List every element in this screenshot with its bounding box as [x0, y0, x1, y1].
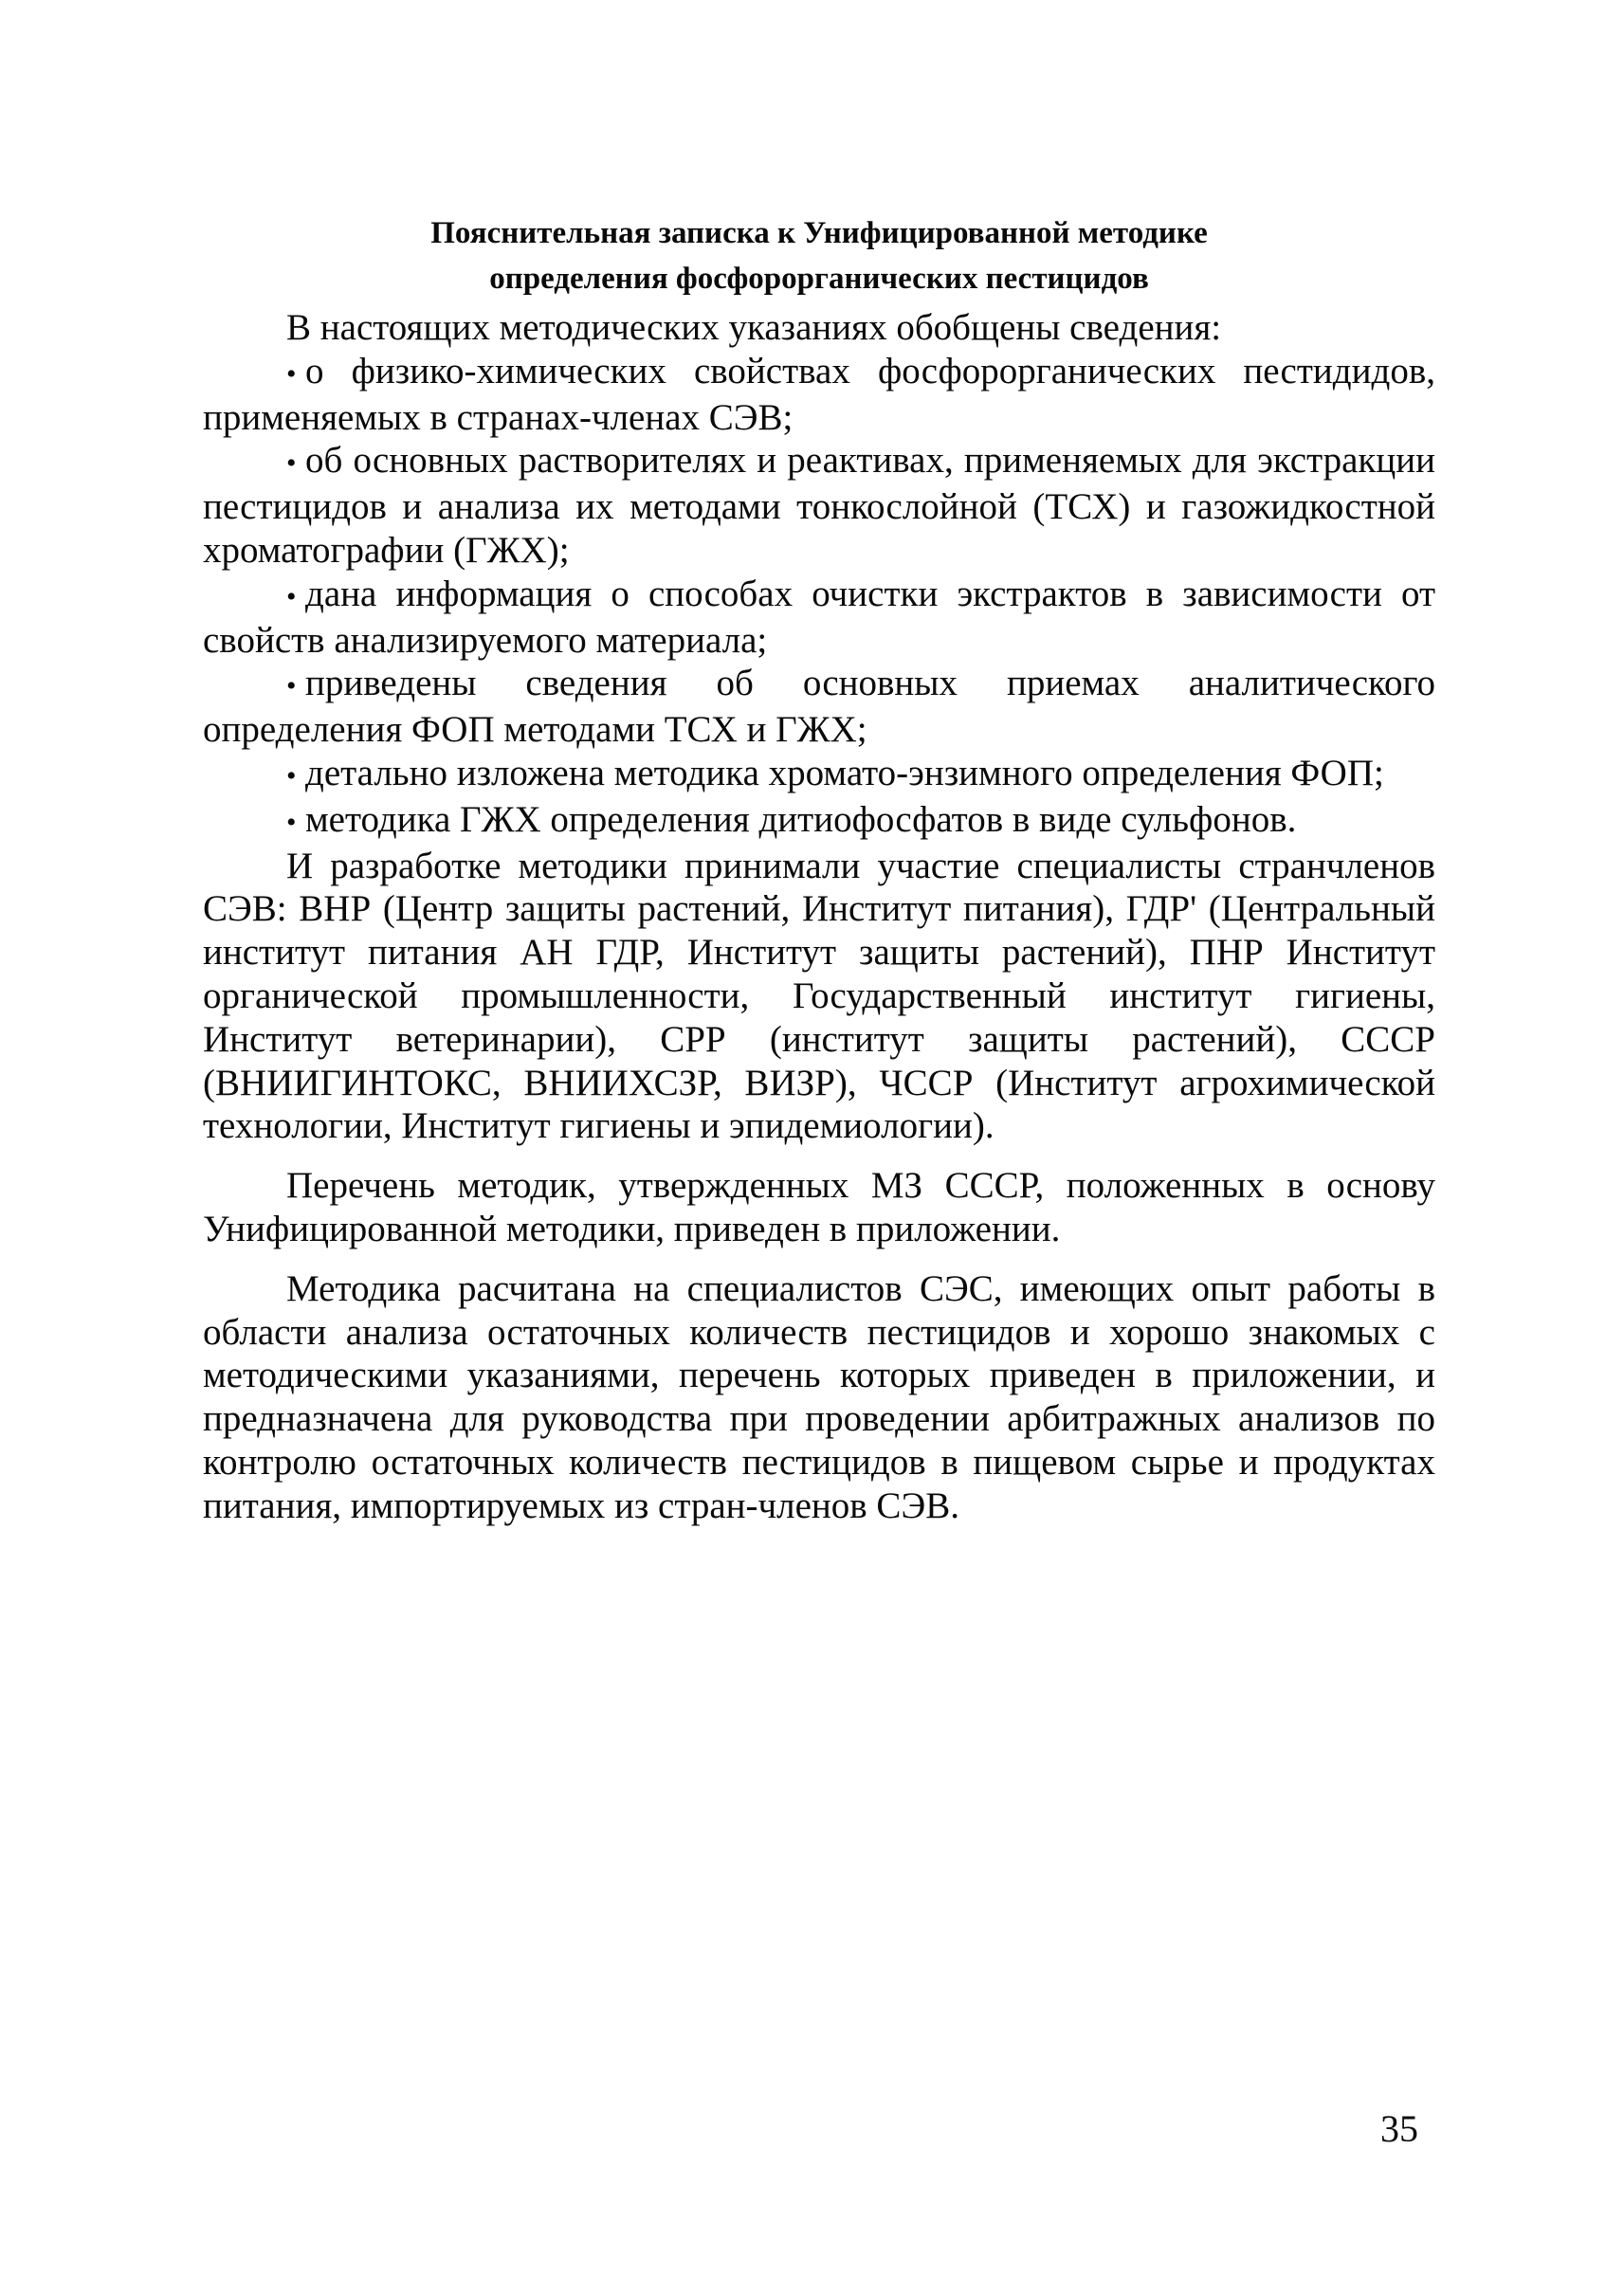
bullet-icon: •: [286, 759, 297, 792]
bullet-item: [203, 662, 1435, 752]
bullet-text: дана информация о способах очистки экстрактов в зависимости от свойств анализируемого материала;: [203, 573, 1435, 661]
bullet-text: методика ГЖХ определения дитиофосфатов в виде сульфонов.: [305, 798, 1297, 840]
title-line-1: Пояснительная записка к Унифицированной методике: [430, 216, 1208, 250]
bullet-icon: •: [286, 806, 297, 838]
bullet-icon: •: [286, 580, 297, 612]
bullet-item: [203, 439, 1435, 572]
paragraph-participants: И разработке методики принимали участие специалисты странчленов СЭВ: ВНР (Центр защиты растений, Институт питания), ГДР' (Центральный институт питания АН ГДР, Институт защиты растений), ПНР Институт органической промышленности, Государственный институт гигиены, Институт ветеринарии), СРР (институт защиты растений), СССР (ВНИИГИНТОКС, ВНИИХСЗР, ВИЗР), ЧССР (Институт агрохимической технологии, Институт гигиены и эпидемиологии).: [203, 845, 1435, 1147]
page-number: 35: [1380, 2107, 1418, 2150]
bullet-text: об основных растворителях и реактивах, применяемых для экстракции пестицидов и анализа их методами тонкослойной (ТСХ) и газожидкостной хроматографии (ГЖХ);: [203, 440, 1435, 571]
bullet-item: [203, 798, 1435, 845]
page-title: [203, 210, 1435, 301]
bullet-icon: •: [286, 670, 297, 702]
paragraph-purpose: Методика расчитана на специалистов СЭС, имеющих опыт работы в области анализа остаточных количеств пестицидов и хорошо знакомых с методическими указаниями, перечень которых приведен в приложении, и предназначена для руководства при проведении арбитражных анализов по контролю остаточных количеств пестицидов в пищевом сырье и продуктах питания, импортируемых из стран-членов СЭВ.: [203, 1267, 1435, 1526]
bullet-item: [203, 350, 1435, 440]
bullet-text: о физико-химических свойствах фосфорорганических пестидидов, применяемых в странах-членах СЭВ;: [203, 350, 1435, 438]
bullet-text: приведены сведения об основных приемах аналитического определения ФОП методами ТСХ и ГЖХ;: [203, 663, 1435, 751]
bullet-icon: •: [286, 357, 297, 390]
document-body: [203, 306, 1435, 1528]
paragraph-methods-list: Перечень методик, утвержденных МЗ СССР, положенных в основу Унифицированной методики, приведен в приложении.: [203, 1165, 1435, 1249]
bullet-item: [203, 752, 1435, 798]
bullet-text: детально изложена методика хромато-энзимного определения ФОП;: [305, 752, 1384, 793]
intro-paragraph: В настоящих методических указаниях обобщены сведения:: [286, 307, 1222, 348]
bullet-icon: •: [286, 447, 297, 480]
bullet-item: [203, 573, 1435, 663]
title-line-2: определения фосфорорганических пестицидов: [489, 262, 1149, 296]
